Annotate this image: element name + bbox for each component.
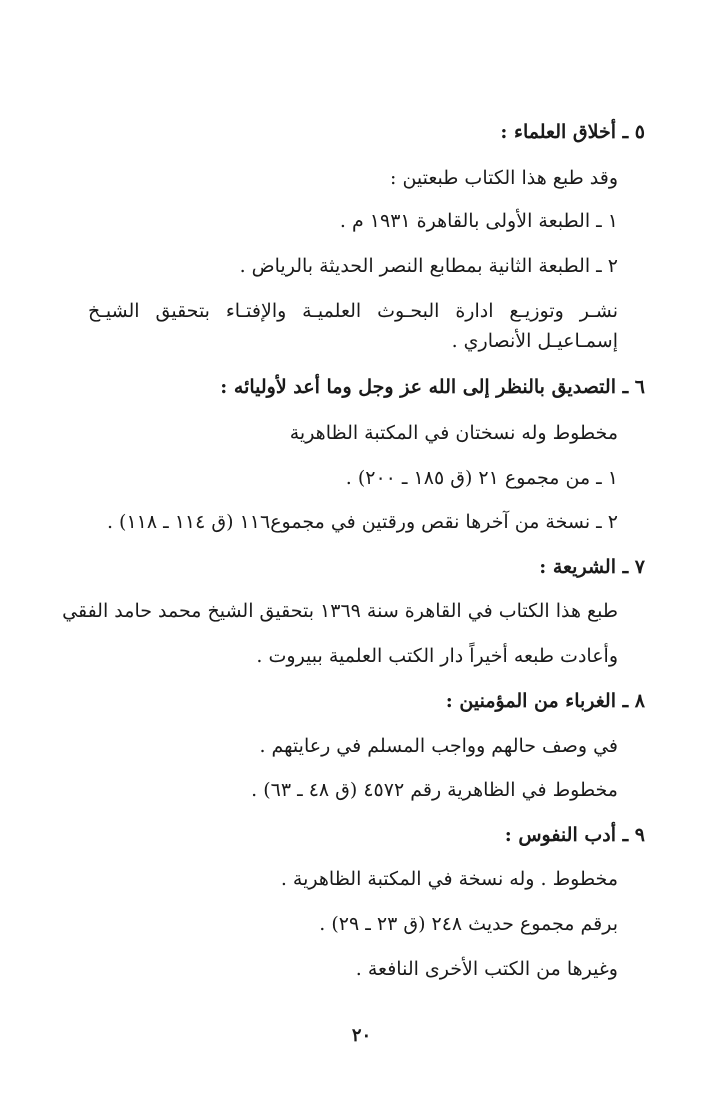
section-6-heading: ٦ ـ التصديق بالنظر إلى الله عز وجل وما أعد لأوليائه : — [220, 376, 645, 398]
section-5-line-3: ٢ ـ الطبعة الثانية بمطابع النصر الحديثة بالرياض . — [239, 255, 618, 277]
section-7-line-2: وأعادت طبعه أخيراً دار الكتب العلمية ببيروت . — [256, 645, 618, 667]
section-6-line-2: ١ ـ من مجموع ٢١ (ق ١٨٥ ـ ٢٠٠) . — [345, 467, 618, 489]
section-6-line-3: ٢ ـ نسخة من آخرها نقص ورقتين في مجموع١١٦ (ق ١١٤ ـ ١١٨) . — [106, 511, 618, 533]
section-8-line-1: في وصف حالهم وواجب المسلم في رعايتهم . — [259, 735, 618, 757]
section-7-heading: ٧ ـ الشريعة : — [539, 556, 645, 578]
section-5-line-2: ١ ـ الطبعة الأولى بالقاهرة ١٩٣١ م . — [339, 210, 618, 232]
section-6-line-1: مخطوط وله نسختان في المكتبة الظاهرية — [289, 422, 618, 444]
section-5-line-4: نشـر وتوزيـع ادارة البحـوث العلميـة والإفتـاء بتحقيق الشيـخ إسمـاعيـل الأنصاري . — [88, 300, 618, 352]
section-5-line-1: وقد طبع هذا الكتاب طبعتين : — [390, 167, 618, 189]
section-9-line-1: مخطوط . وله نسخة في المكتبة الظاهرية . — [280, 868, 618, 890]
section-8-line-2: مخطوط في الظاهرية رقم ٤٥٧٢ (ق ٤٨ ـ ٦٣) . — [251, 779, 618, 801]
page-number: ٢٠ — [351, 1025, 372, 1046]
section-9-line-2: برقم مجموع حديث ٢٤٨ (ق ٢٣ ـ ٢٩) . — [319, 913, 618, 935]
section-9-heading: ٩ ـ أدب النفوس : — [504, 824, 645, 846]
section-8-heading: ٨ ـ الغرباء من المؤمنين : — [445, 690, 645, 712]
section-7-line-1: طبع هذا الكتاب في القاهرة سنة ١٣٦٩ بتحقيق الشيخ محمد حامد الفقي — [62, 600, 618, 622]
section-5-heading: ٥ ـ أخلاق العلماء : — [500, 121, 645, 143]
section-9-line-3: وغيرها من الكتب الأخرى النافعة . — [355, 958, 618, 980]
